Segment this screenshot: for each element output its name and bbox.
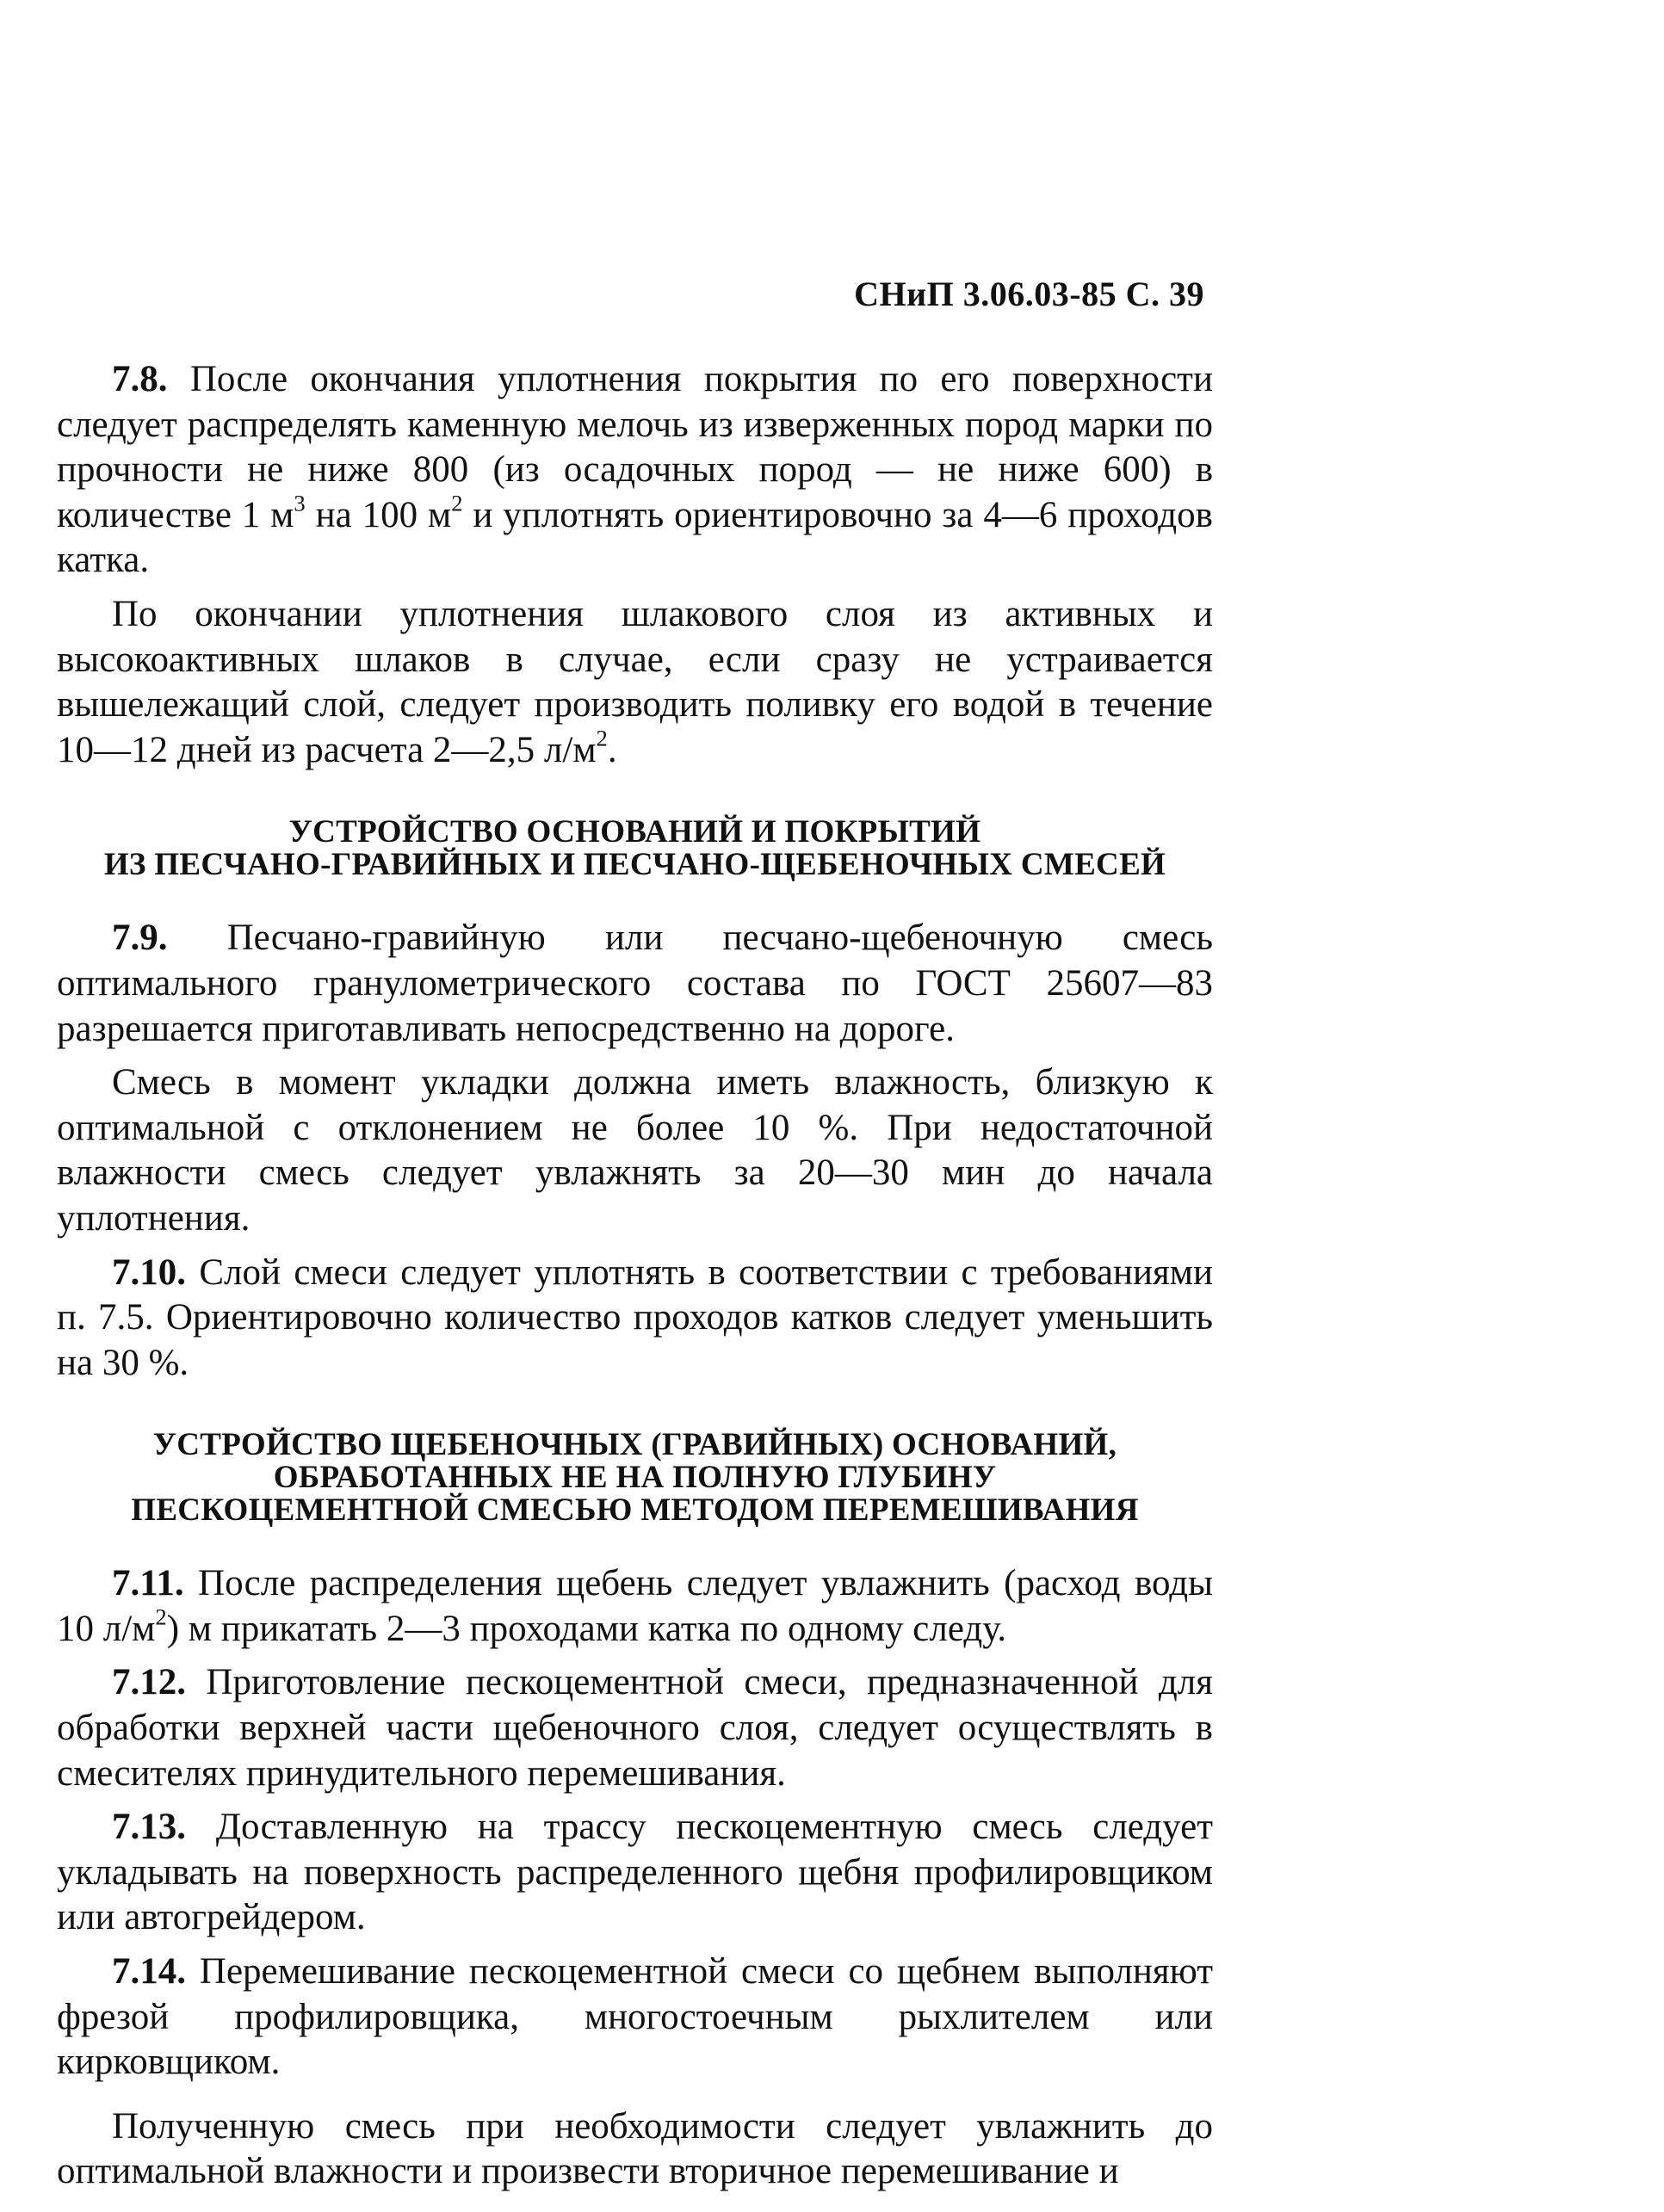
paragraph-text: и уплотнять ориентировочно за 4—6 проходов катка. xyxy=(57,494,1213,581)
paragraph-text: Перемешивание пескоцементной смеси со щебнем выполняют фрезой профилировщика, многостоечным рыхлителем или кирковщиком. xyxy=(57,1951,1213,2083)
paragraph-7-8 xyxy=(57,357,1213,584)
running-header: СНиП 3.06.03-85 С. 39 xyxy=(854,275,1204,313)
superscript: 3 xyxy=(294,490,306,516)
heading-line: УСТРОЙСТВО ЩЕБЕНОЧНЫХ (ГРАВИЙНЫХ) ОСНОВАНИЙ, xyxy=(152,1427,1117,1463)
section-heading-crushed-stone xyxy=(57,1429,1213,1527)
paragraph-text: Смесь в момент укладки должна иметь влажность, близкую к оптимальной с отклонением не более 10 %. При недостаточной влажности смесь следует увлажнять за 20—30 мин до начала уплотнения. xyxy=(57,1062,1213,1239)
paragraph-text: Приготовление пескоцементной смеси, предназначенной для обработки верхней части щебеночного слоя, следует осуществлять в смесителях принудительного перемешивания. xyxy=(57,1662,1213,1794)
paragraph-text: Доставленную на трассу пескоцементную смесь следует укладывать на поверхность распределенного щебня профилировщиком или автогрейдером. xyxy=(57,1807,1213,1938)
superscript: 2 xyxy=(451,490,463,516)
clause-number: 7.10. xyxy=(112,1251,186,1293)
paragraph-text: Слой смеси следует уплотнять в соответствии с требованиями п. 7.5. Ориентировочно количество проходов катков следует уменьшить на 30 %. xyxy=(57,1251,1213,1383)
paragraph-7-8-cont xyxy=(57,592,1213,773)
paragraph-text: . xyxy=(607,729,617,770)
paragraph-7-11 xyxy=(57,1561,1213,1652)
heading-line: ПЕСКОЦЕМЕНТНОЙ СМЕСЬЮ МЕТОДОМ ПЕРЕМЕШИВАНИЯ xyxy=(131,1492,1139,1529)
paragraph-text: Песчано-гравийную или песчано-щебеночную смесь оптимального гранулометрического состава по ГОСТ 25607—83 разрешается приготавливать непосредственно на дороге. xyxy=(57,918,1213,1049)
document-body xyxy=(57,357,1213,2203)
clause-number: 7.11. xyxy=(112,1563,184,1604)
clause-number: 7.12. xyxy=(112,1662,186,1703)
heading-line: УСТРОЙСТВО ОСНОВАНИЙ И ПОКРЫТИЙ xyxy=(288,814,981,850)
superscript: 2 xyxy=(596,725,608,751)
paragraph-7-12 xyxy=(57,1660,1213,1796)
clause-number: 7.13. xyxy=(112,1807,186,1848)
paragraph-7-10 xyxy=(57,1251,1213,1387)
clause-number: 7.14. xyxy=(112,1951,186,1993)
clause-number: 7.9. xyxy=(112,918,168,959)
superscript: 2 xyxy=(155,1603,167,1630)
heading-line: ИЗ ПЕСЧАНО-ГРАВИЙНЫХ И ПЕСЧАНО-ЩЕБЕНОЧНЫХ СМЕСЕЙ xyxy=(103,847,1166,883)
section-heading-sand-gravel xyxy=(57,816,1213,881)
clause-number: 7.8. xyxy=(112,359,168,399)
paragraph-text: на 100 м xyxy=(305,494,452,535)
paragraph-7-9 xyxy=(57,916,1213,1052)
paragraph-7-13 xyxy=(57,1805,1213,1941)
paragraph-7-14 xyxy=(57,1949,1213,2085)
paragraph-text: По окончании уплотнения шлакового слоя из активных и высокоактивных шлаков в случае, если сразу не устраивается вышележащий слой, следует производить поливку его водой в течение 10—12 дней из расчета 2—2,5 л/м xyxy=(57,593,1213,770)
paragraph-text: ) м прикатать 2—3 проходами катка по одному следу. xyxy=(166,1608,1007,1649)
paragraph-7-9-cont xyxy=(57,1060,1213,1241)
paragraph-text: После окончания уплотнения покрытия по его поверхности следует распределять каменную мелочь из изверженных пород марки по прочности не ниже 800 (из осадочных пород — не ниже 600) в количестве 1 м xyxy=(57,359,1213,535)
paragraph-7-14-cont xyxy=(57,2104,1213,2195)
paragraph-text: Полученную смесь при необходимости следует увлажнить до оптимальной влажности и произвести вторичное перемешивание и xyxy=(57,2105,1213,2192)
heading-line: ОБРАБОТАННЫХ НЕ НА ПОЛНУЮ ГЛУБИНУ xyxy=(273,1460,997,1496)
paragraph-text: После распределения щебень следует увлажнить (расход воды 10 л/м xyxy=(57,1563,1213,1649)
